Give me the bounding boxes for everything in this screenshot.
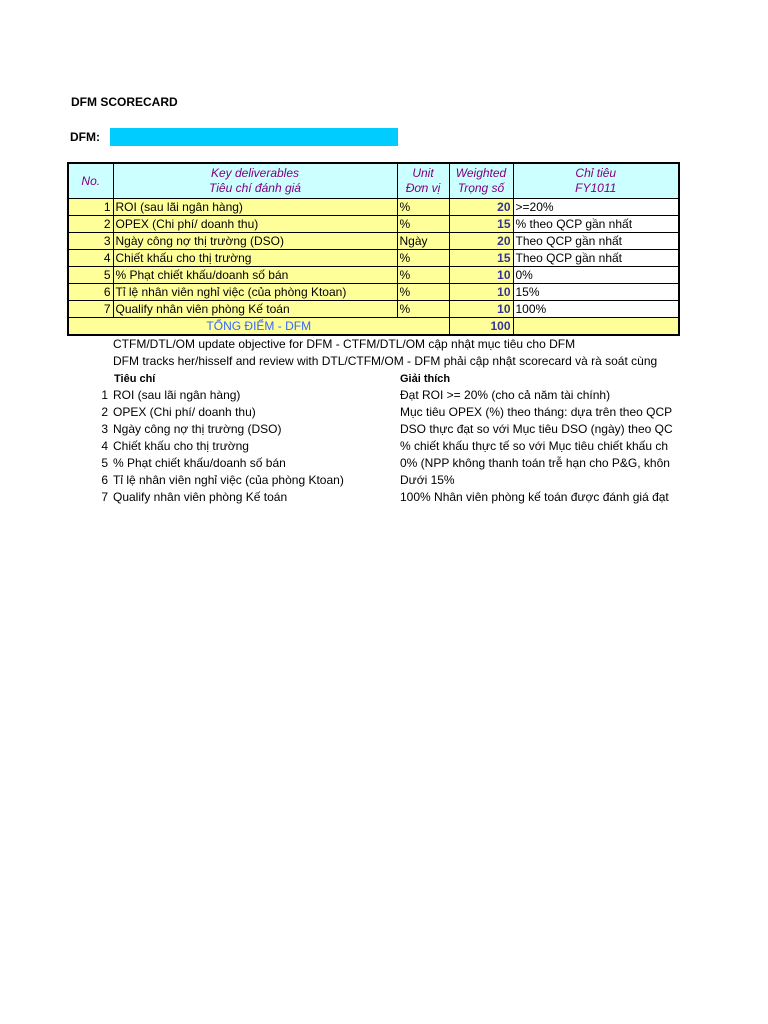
- row-unit: %: [397, 267, 449, 284]
- total-label: TỔNG ĐIỂM - DFM: [68, 318, 449, 336]
- row-target: >=20%: [513, 199, 679, 216]
- list-item-criteria: % Phạt chiết khấu/doanh số bán: [113, 456, 286, 470]
- list-item-explanation: Đạt ROI >= 20% (cho cả năm tài chính): [400, 388, 611, 402]
- row-key-deliverable: Ngày công nợ thị trường (DSO): [113, 233, 397, 250]
- row-unit: %: [397, 250, 449, 267]
- row-key-deliverable: Qualify nhân viên phòng Kế toán: [113, 301, 397, 318]
- list-item-criteria: Ngày công nợ thị trường (DSO): [113, 422, 282, 436]
- row-no: 5: [68, 267, 113, 284]
- table-header-row: [68, 163, 679, 199]
- row-no: 6: [68, 284, 113, 301]
- row-unit: %: [397, 199, 449, 216]
- table-row: [68, 267, 679, 284]
- row-no: 3: [68, 233, 113, 250]
- list-item-no: 4: [101, 439, 108, 453]
- row-no: 7: [68, 301, 113, 318]
- list-item-no: 7: [101, 490, 108, 504]
- row-weight: 15: [449, 250, 513, 267]
- list-item-criteria: Qualify nhân viên phòng Kế toán: [113, 490, 288, 504]
- header-unit: Unit Đơn vị: [397, 163, 449, 199]
- dfm-name-field[interactable]: [110, 128, 398, 146]
- list-item-explanation: 100% Nhân viên phòng kế toán được đánh giá đạt: [400, 490, 669, 504]
- list-item-explanation: DSO thực đạt so với Mục tiêu DSO (ngày) theo QC: [400, 422, 673, 436]
- table-row: [68, 284, 679, 301]
- list-item-criteria: Chiết khấu cho thị trường: [113, 439, 249, 453]
- dfm-label: DFM:: [70, 130, 100, 144]
- list-item-no: 6: [101, 473, 108, 487]
- note-line: DFM tracks her/hisself and review with DTL/CTFM/OM - DFM phải cập nhật scorecard và rà soát cùng: [113, 354, 658, 368]
- row-no: 4: [68, 250, 113, 267]
- row-key-deliverable: Tỉ lệ nhân viên nghỉ việc (của phòng Ktoan): [113, 284, 397, 301]
- table-row: [68, 301, 679, 318]
- row-key-deliverable: % Phạt chiết khấu/doanh số bán: [113, 267, 397, 284]
- row-no: 2: [68, 216, 113, 233]
- row-unit: %: [397, 284, 449, 301]
- table-row: [68, 233, 679, 250]
- row-weight: 20: [449, 233, 513, 250]
- row-unit: %: [397, 216, 449, 233]
- note-line: CTFM/DTL/OM update objective for DFM - CTFM/DTL/OM cập nhật mục tiêu cho DFM: [113, 337, 576, 351]
- list-item-no: 5: [101, 456, 108, 470]
- row-unit: %: [397, 301, 449, 318]
- row-unit: Ngày: [397, 233, 449, 250]
- scorecard-table: [67, 162, 680, 336]
- list-item-no: 1: [101, 388, 108, 402]
- total-row: [68, 318, 679, 336]
- row-weight: 15: [449, 216, 513, 233]
- header-no: No.: [68, 163, 113, 199]
- row-target: Theo QCP gần nhất: [513, 233, 679, 250]
- list-item-criteria: Tỉ lệ nhân viên nghỉ việc (của phòng Ktoan): [113, 473, 344, 487]
- list-item-explanation: Mục tiêu OPEX (%) theo tháng: dựa trên theo QCP: [400, 405, 673, 419]
- table-row: [68, 250, 679, 267]
- row-weight: 10: [449, 284, 513, 301]
- list-item-criteria: OPEX (Chi phí/ doanh thu): [113, 405, 256, 419]
- row-key-deliverable: Chiết khấu cho thị trường: [113, 250, 397, 267]
- header-target: Chỉ tiêu FY1011: [513, 163, 679, 199]
- row-target: 100%: [513, 301, 679, 318]
- row-weight: 10: [449, 267, 513, 284]
- header-key-deliverables: Key deliverables Tiêu chí đánh giá: [113, 163, 397, 199]
- page-title: DFM SCORECARD: [71, 95, 178, 109]
- list-item-criteria: ROI (sau lãi ngân hàng): [113, 388, 241, 402]
- row-target: 15%: [513, 284, 679, 301]
- row-key-deliverable: ROI (sau lãi ngân hàng): [113, 199, 397, 216]
- list-item-explanation: % chiết khấu thực tế so với Mục tiêu chiết khấu ch: [400, 439, 669, 453]
- list-item-no: 3: [101, 422, 108, 436]
- total-empty: [513, 318, 679, 336]
- list-item-explanation: 0% (NPP không thanh toán trễ hạn cho P&G, khôn: [400, 456, 670, 470]
- header-weighted: Weighted Trọng số: [449, 163, 513, 199]
- total-value: 100: [449, 318, 513, 336]
- list-item-explanation: Dưới 15%: [400, 473, 455, 487]
- row-key-deliverable: OPEX (Chi phí/ doanh thu): [113, 216, 397, 233]
- explanation-header: Giải thích: [400, 373, 451, 385]
- criteria-header: Tiêu chí: [114, 373, 156, 385]
- row-target: 0%: [513, 267, 679, 284]
- row-no: 1: [68, 199, 113, 216]
- row-weight: 10: [449, 301, 513, 318]
- row-target: Theo QCP gần nhất: [513, 250, 679, 267]
- table-row: [68, 199, 679, 216]
- table-row: [68, 216, 679, 233]
- row-weight: 20: [449, 199, 513, 216]
- row-target: % theo QCP gần nhất: [513, 216, 679, 233]
- list-item-no: 2: [101, 405, 108, 419]
